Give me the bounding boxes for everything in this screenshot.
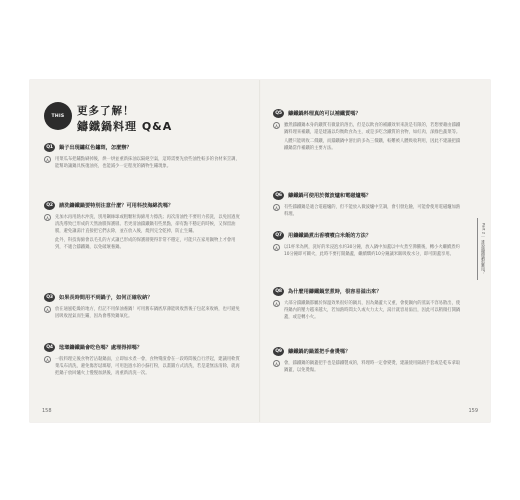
question-text: 鑄鐵鍋料理真的可以補鐵質嗎？	[288, 110, 361, 117]
question-text: 用鑄鐵鍋煮出香噴噴白米飯的方法？	[288, 232, 372, 239]
question-badge: Q8	[273, 287, 284, 296]
answer-badge: A	[44, 156, 51, 163]
answer-text	[55, 306, 244, 322]
section-heading	[44, 102, 254, 134]
page-number-right: 159	[468, 408, 478, 414]
left-page	[30, 80, 259, 422]
question-badge: Q5	[273, 109, 284, 118]
qa-block-7	[273, 230, 463, 260]
answer-text	[55, 214, 244, 253]
answer-text	[284, 204, 463, 220]
question-text: 如果長時間用不到鍋子，如何正確收納？	[59, 294, 153, 301]
heading-line-2: 鑄鐵鍋料理 Q&A	[77, 120, 173, 133]
answer-badge: A	[44, 306, 51, 313]
answer-badge: A	[273, 244, 280, 251]
answer-text	[55, 356, 244, 379]
question-text: 請洗鑄鐵鍋要特別注意什麼？可用科技海綿洗嗎？	[59, 202, 174, 209]
answer-badge: A	[273, 204, 280, 211]
answer-paragraph: 放在通風乾燥的地方，但記不用保油養鍋！可用舊布鍋底厚薄能吸收然後子包起來收納，也可避免因吸收溼氣而生鏽，因為會導致鍋氧化。	[55, 307, 240, 319]
answer-paragraph: 大部分鑄鐵鍋都屬於保溫效果很好的鍋具，因為鍋蓋大又重，會使鍋內的蒸氣不容易散出，使得鍋內的壓力越來越大，若加熱時間太久或火力太大，湯汁就容易溢出，因此可以稍微打開鍋蓋，或是轉小火。	[284, 301, 461, 320]
question-badge: Q9	[273, 347, 284, 356]
question-badge: Q3	[44, 293, 55, 302]
answer-text	[284, 300, 463, 323]
question-text: 為什麼用鑄鐵鍋烹煮時，很容易溢出來？	[288, 288, 382, 295]
answer-badge: A	[273, 300, 280, 307]
answer-text	[284, 360, 463, 376]
answer-text	[284, 244, 463, 260]
qa-block-8	[273, 286, 463, 323]
answer-paragraph: 有些鑄鐵鍋是適合電磁爐的，但不能放入微波爐中烹調，會引發危險，可能會使用電磁爐加熱料理。	[284, 205, 461, 217]
qa-block-4	[44, 342, 244, 379]
book-spread	[30, 80, 490, 422]
answer-badge: A	[273, 122, 280, 129]
answer-badge: A	[44, 356, 51, 363]
qa-block-6	[273, 190, 463, 220]
answer-paragraph: 此外，科技海綿會以毛孔的方式讓已形成的保護層變得非常不穩定，可能只在家用鍋物上才會用到，不適合鑄鐵鍋，以免破壞養鍋。	[55, 238, 236, 250]
answer-paragraph: 以1杯米為例，洗好的米浸泡水約30分鐘，放入鍋中加蓋以中火煮至沸騰後，轉小火繼續煮約10分鐘即可關火，此時不要打開鍋蓋，繼續燜約10分鐘讓米飯吸收水分，即可開蓋享用。	[284, 245, 460, 257]
qa-block-2	[44, 200, 244, 253]
chapter-side-tab-label: Part 2 ｜ 誰說鑄鐵鍋很難用？	[481, 223, 487, 275]
page-number-left: 158	[42, 408, 52, 414]
right-page	[261, 80, 490, 422]
chapter-side-tab	[477, 218, 490, 280]
qa-block-1	[44, 142, 244, 172]
question-text: 琺瑯鑄鐵鍋會吃色嗎？處理得掉嗎？	[59, 344, 143, 351]
question-badge: Q7	[273, 231, 284, 240]
section-badge: THIS	[44, 102, 72, 130]
answer-paragraph: 一般料理完後食物若沾黏鍋面，立即加水煮一會，食物殘渣會在一段時間後自行浮起，建議用軟質菜瓜布清洗，避免傷害琺瑯層，可用泡過水的小蘇打粉，以畫圓方式清洗，若是還無法清除，就再把鍋子放回爐火上慢慢加熱後，再重新清洗一次。	[55, 357, 240, 376]
heading-line-1: 更多了解！	[77, 105, 135, 117]
question-badge: Q4	[44, 343, 55, 352]
answer-paragraph: 用菜瓜布把鏽點刷掉後，烘一烘並重新抹油以隔絕空氣，這時需要先放些油性較多的食材來烹調，能幫助讓鍋具恢復油亮，也能減少一定程度的鍋物生鏽現象。	[55, 157, 240, 169]
question-badge: Q1	[44, 143, 55, 152]
qa-block-3	[44, 292, 244, 322]
question-text: 鑄鐵鍋的鍋蓋把手會燙嗎？	[288, 348, 351, 355]
answer-badge: A	[44, 214, 51, 221]
answer-paragraph: 人體只能吸收二價鐵，而鑄鐵鍋中溶出的多為三價鐵，較難被人體吸收利用，因此不建議把鑄鐵鍋當作補鐵的主要方法。	[284, 139, 461, 151]
answer-text	[55, 156, 244, 172]
qa-block-9	[273, 346, 463, 376]
question-badge: Q6	[273, 191, 284, 200]
qa-block-5	[273, 108, 463, 154]
question-badge: Q2	[44, 201, 55, 210]
answer-paragraph: 會，鑄鐵鍋的鍋蓋把手也是鑄鐵製成的，料理時一定會變燙，建議使用隔熱手套或是乾布拿取鍋蓋，以免燙傷。	[284, 361, 461, 373]
answer-paragraph: 先加水再用熱水沖洗，別用鋼絲球或粗顆粒海綿用力擦洗；再次清油性不要用力搓洗，以免因過度清洗導致已形成的天然油膜保護層。若更清油鑄鐵鍋有些黑點，卻有點不穩定的時候，又保留油膜，避免讓湯汁直接把它們去除，並在放入後，燒到完全乾掉，防止生鏽。	[55, 215, 240, 234]
answer-paragraph: 雖然鑄鐵鍋本身的鐵質有微量的溶出，但是以飲食的補鐵效果來說是有限的，若想要藉由鑄鐵鍋料理來補鐵，還是建議以均衡飲食為主，或是多吃含鐵質的食物，如紅肉、深綠色蔬菜等。	[284, 123, 461, 135]
answer-text	[284, 122, 463, 154]
question-text: 鑄鐵鍋可使用於微波爐和電磁爐嗎？	[288, 192, 372, 199]
answer-badge: A	[273, 360, 280, 367]
question-text: 鍋子出現鏽紅色鏽斑，怎麼辦？	[59, 144, 132, 151]
